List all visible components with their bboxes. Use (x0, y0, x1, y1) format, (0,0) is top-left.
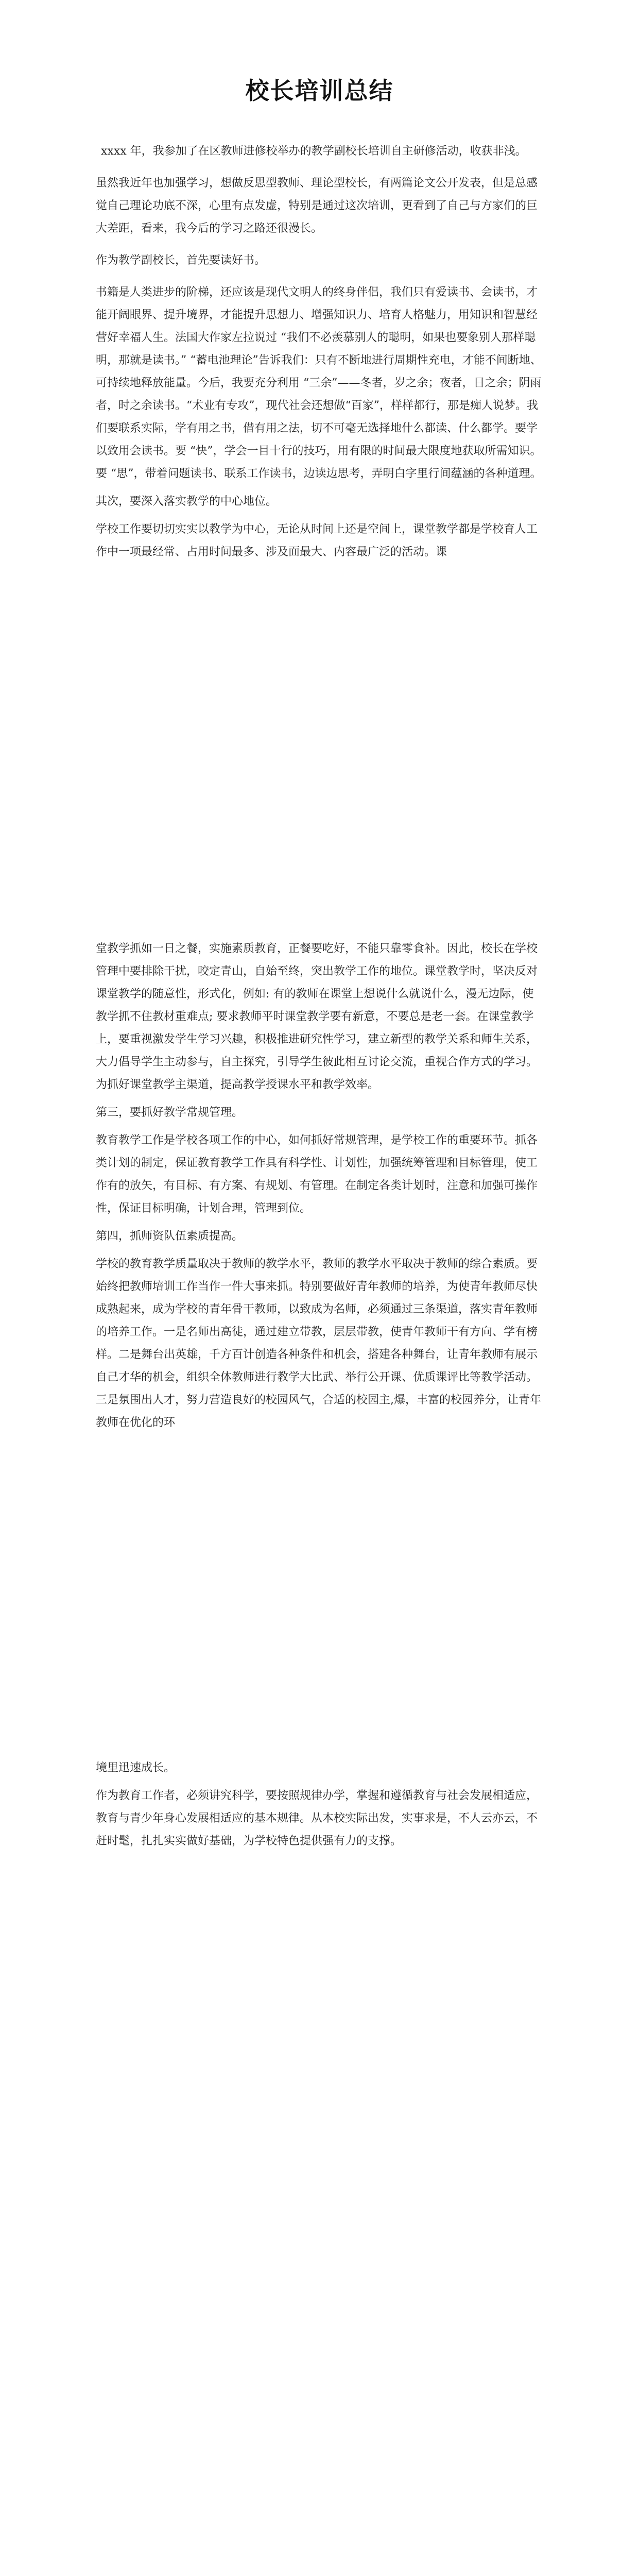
text-section-1 (96, 140, 545, 564)
classroom-paragraph: 堂教学抓如一日之餐，实施素质教育，正餐要吃好，不能只靠零食补。因此，校长在学校管理中要排除干扰，咬定青山，自始至终，突出教学工作的地位。课堂教学时，坚决反对课堂教学的随意性，形式化，例如: 有的教师在课堂上想说什么就说什么，漫无边际，使教学抓不住教材重难点; 要求教师平时课堂教学要有新意，不要总是老一套。在课堂教学上，要重视激发学生学习兴趣，积极推进研究性学习，建立新型的教学关系和师生关系，大力倡导学生主动参与，自主探究，引导学生彼此相互讨论交流，重视合作方式的学习。为抓好课堂教学主渠道，提高教学授课水平和教学效率。 (96, 942, 538, 1091)
heading-teacher-quality: 第四，抓师资队伍素质提高。 (96, 1230, 244, 1243)
text-section-3 (96, 1757, 545, 1853)
document-title: 校长培训总结 (245, 77, 394, 105)
teaching-center-paragraph-start: 学校工作要切切实实以教学为中心，无论从时间上还是空间上，课堂教学都是学校育人工作中一项最经常、占用时间最多、涉及面最大、内容最广泛的活动。课 (96, 523, 538, 558)
heading-read-books: 作为教学副校长，首先要读好书。 (96, 254, 266, 267)
heading-teaching-center: 其次，要深入落实教学的中心地位。 (96, 495, 278, 508)
routine-management-paragraph: 教育教学工作是学校各项工作的中心，如何抓好常规管理，是学校工作的重要环节。抓各类计划的制定，保证教育教学工作具有科学性、计划性，加强统筹管理和目标管理，使工作有的放矢，有目标、有方案、有规划、有管理。在制定各类计划时，注意和加强可操作性，保证目标明确，计划合理，管理到位。 (96, 1134, 538, 1215)
intro-paragraph: xxxx 年，我参加了在区教师进修校举办的教学副校长培训自主研修活动，收获非浅。 (101, 145, 527, 158)
text-section-2 (96, 938, 545, 1434)
reading-paragraph: 书籍是人类进步的阶梯，还应该是现代文明人的终身伴侣，我们只有爱读书、会读书，才能开阔眼界、提升境界，才能提升思想力、增强知识力、培育人格魅力，用知识和智慧经营好幸福人生。法国大作家左拉说过 “我们不必羡慕别人的聪明，如果也要象别人那样聪明，那就是读书。” “蓄电池理论”告诉我们：只有不断地进行周期性充电，才能不间断地、可持续地释放能量。今后，我要充分利用 “三余”——冬者，岁之余；夜者，日之余；阴雨者，时之余读书。“术业有专攻”，现代社会还想做“百家”，样样都行，那是痴人说梦。我们要联系实际，学有用之书，借有用之法，切不可毫无选择地什么都读、什么都学。要学以致用会读书。要 “快”，学会一目十行的技巧，用有限的时间最大限度地获取所需知识。要 “思”，带着问题读书、联系工作读书，边读边思考，弄明白字里行间蕴涵的各种道理。 (96, 286, 542, 480)
reflection-paragraph: 虽然我近年也加强学习，想做反思型教师、理论型校长，有两篇论文公开发表，但是总感觉自己理论功底不深，心里有点发虚，特别是通过这次培训，更看到了自己与方家们的巨大差距，看来，我今后的学习之路还很漫长。 (96, 177, 538, 235)
closing-paragraph: 作为教育工作者，必须讲究科学，要按照规律办学，掌握和遵循教育与社会发展相适应，教育与青少年身心发展相适应的基本规律。从本校实际出发，实事求是，不人云亦云，不赶时髦，扎扎实实做好基础，为学校特色提供强有力的支撑。 (96, 1789, 538, 1848)
heading-routine-management: 第三，要抓好教学常规管理。 (96, 1106, 244, 1119)
teacher-quality-paragraph-end: 境里迅速成长。 (96, 1761, 176, 1774)
teacher-quality-paragraph-start: 学校的教育教学质量取决于教师的教学水平，教师的教学水平取决于教师的综合素质。要始终把教师培训工作当作一件大事来抓。特别要做好青年教师的培养，为使青年教师尽快成熟起来，成为学校的青年骨干教师，以致成为名师，必须通过三条渠道，落实青年教师的培养工作。一是名师出高徒，通过建立带教，层层带教，使青年教师干有方向、学有榜样。二是舞台出英雄，千方百计创造各种条件和机会，搭建各种舞台，让青年教师有展示自己才华的机会，组织全体教师进行教学大比武、举行公开课、优质课评比等教学活动。三是氛围出人才，努力营造良好的校园风气，合适的校园主,爆，丰富的校园养分，让青年教师在优化的环 (96, 1258, 541, 1429)
